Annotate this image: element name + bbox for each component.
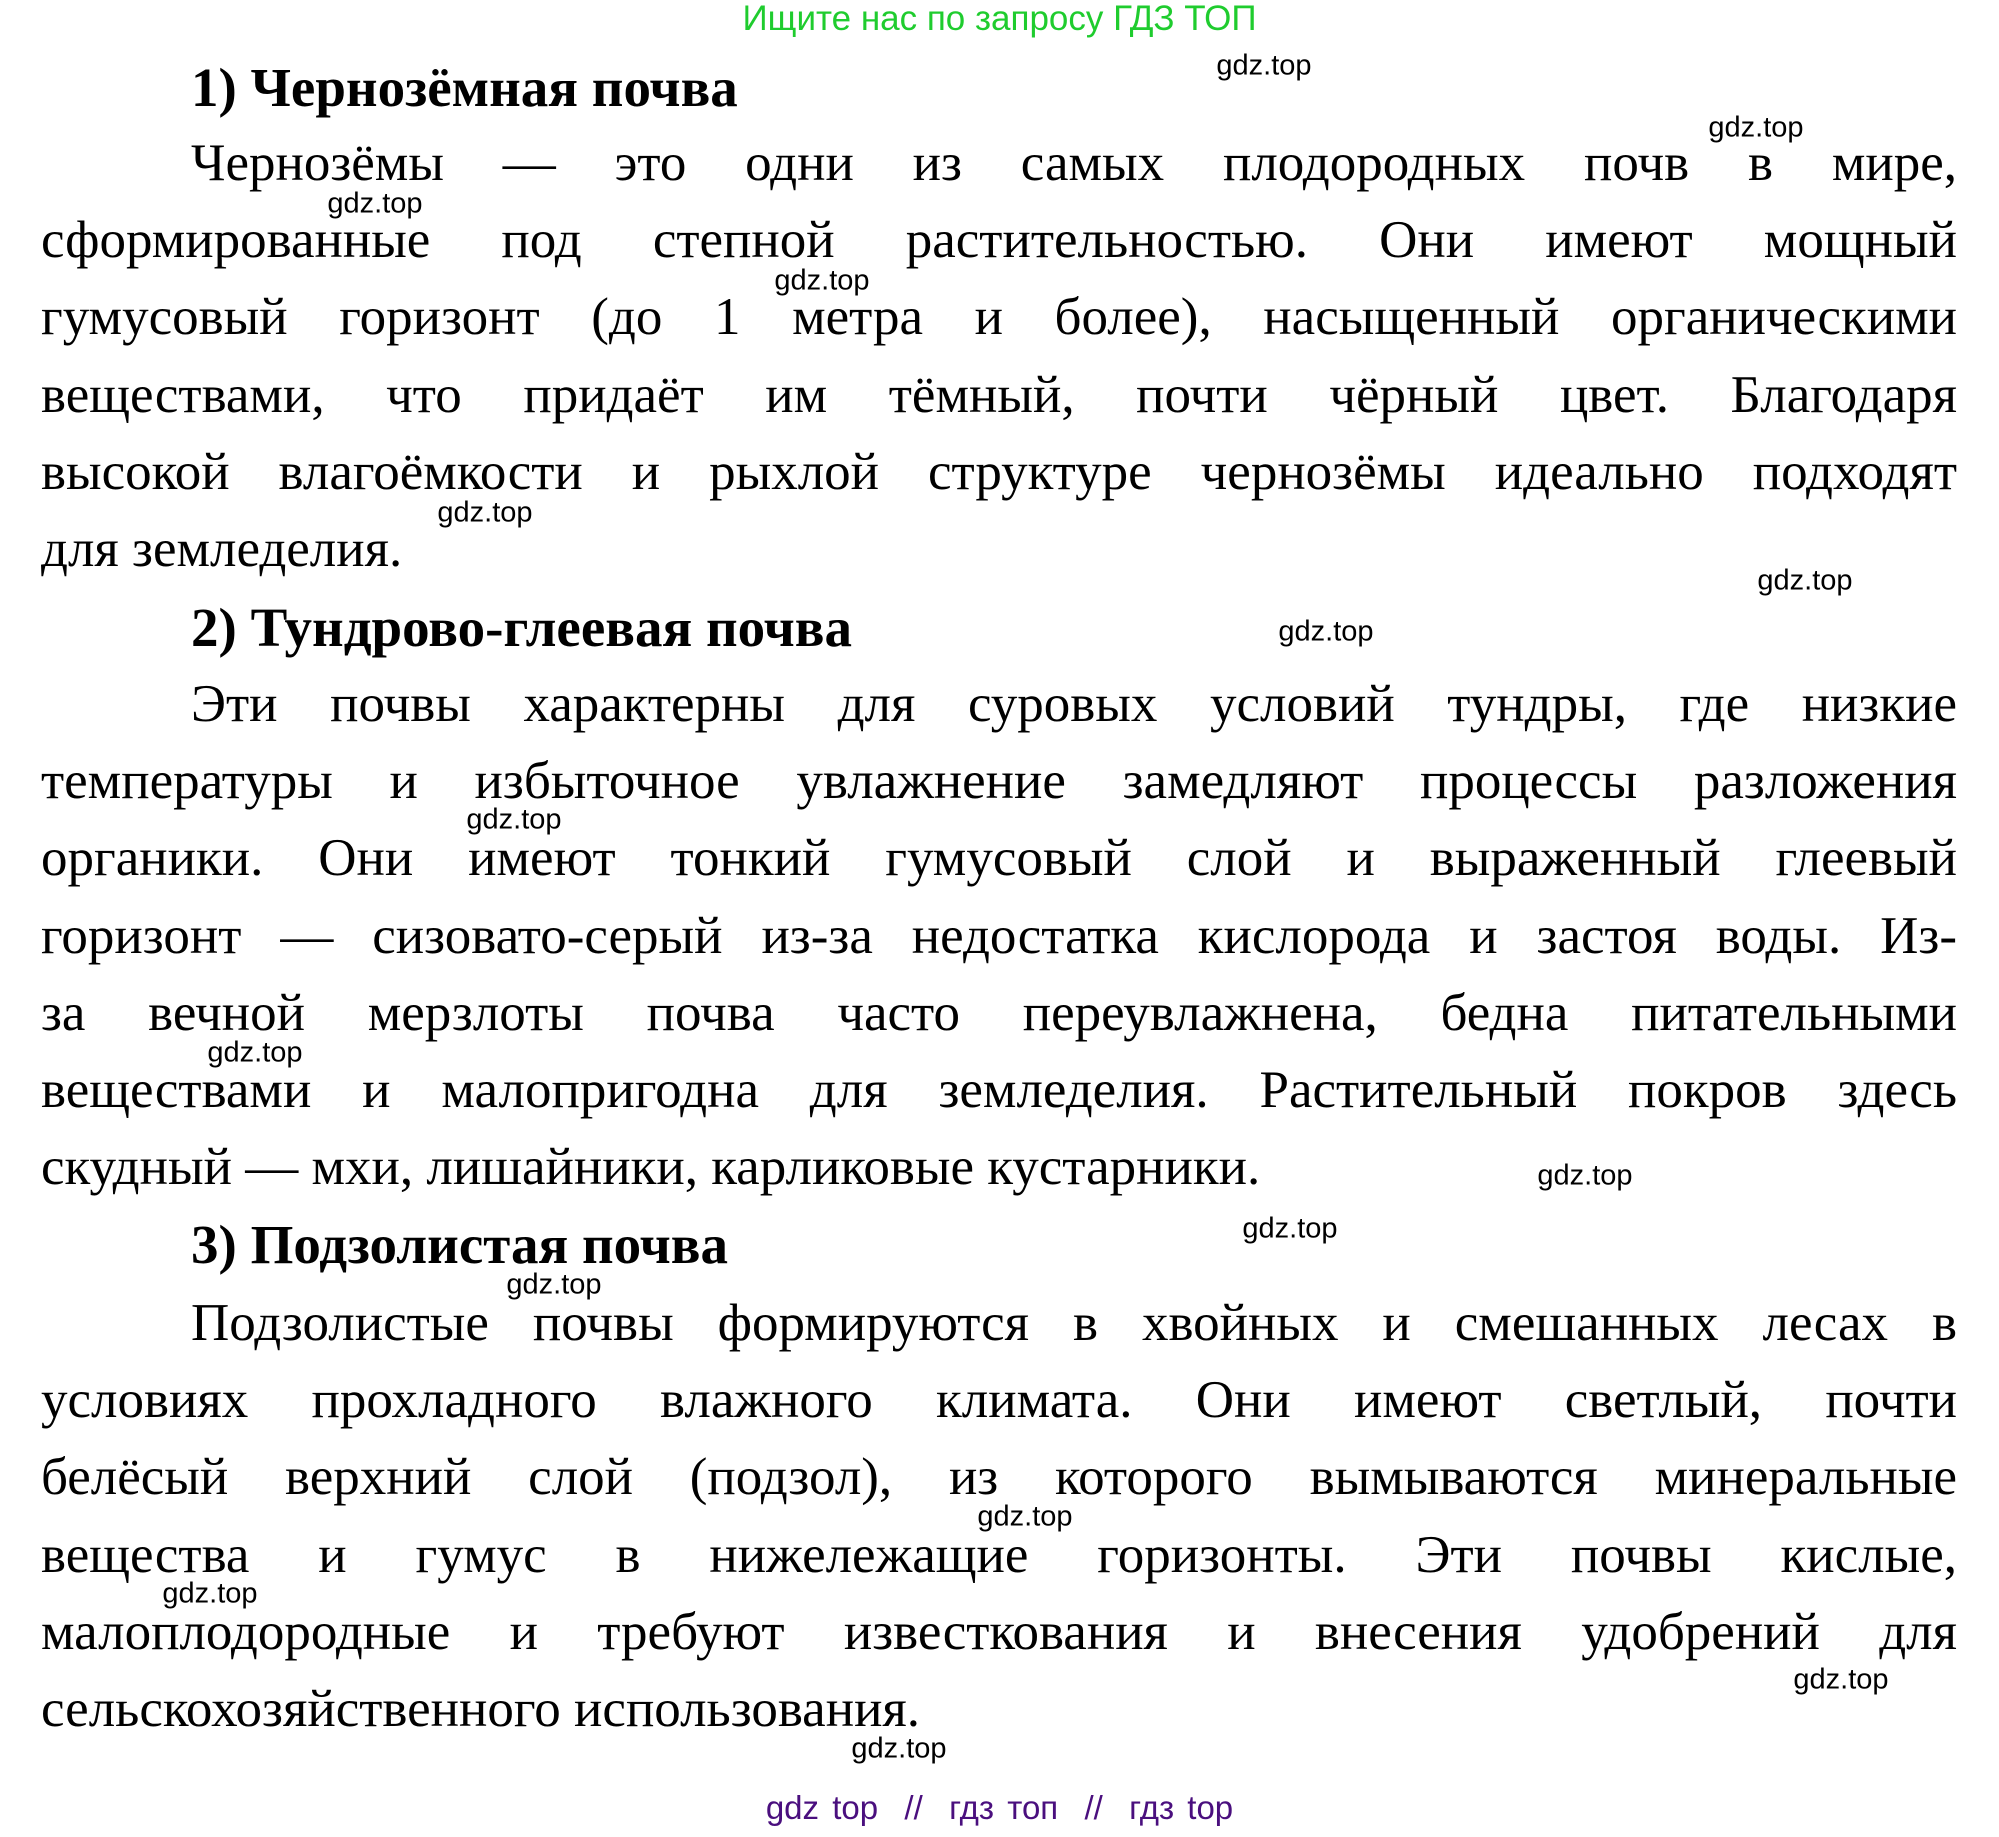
watermark: gdz.top bbox=[1757, 564, 1853, 597]
text-line: вещества и гумус в нижележащие горизонты. Эти почвы кислые, bbox=[41, 1525, 1957, 1584]
text-line: для земледелия. bbox=[41, 519, 403, 578]
text-line: условиях прохладного влажного климата. Они имеют светлый, почти bbox=[41, 1371, 1957, 1430]
watermark: gdz.top bbox=[1216, 49, 1312, 82]
watermark: gdz.top bbox=[774, 264, 870, 297]
text-line: сформированные под степной растительностью. Они имеют мощный bbox=[41, 211, 1957, 270]
text-line: Чернозёмы — это одни из самых плодородных почв в мире, bbox=[191, 134, 1957, 192]
text-line: веществами и малопригодна для земледелия. Растительный покров здесь bbox=[41, 1060, 1957, 1119]
search-hint-banner: Ищите нас по запросу ГДЗ ТОП bbox=[742, 0, 1257, 38]
text-line: температуры и избыточное увлажнение замедляют процессы разложения bbox=[41, 752, 1957, 811]
text-line: Эти почвы характерны для суровых условий тундры, где низкие bbox=[191, 675, 1957, 733]
watermark: gdz.top bbox=[1793, 1663, 1889, 1696]
watermark: gdz.top bbox=[506, 1268, 602, 1301]
text-line: органики. Они имеют тонкий гумусовый слой и выраженный глеевый bbox=[41, 829, 1957, 888]
section-heading-tundra: 2) Тундрово-глеевая почва bbox=[191, 597, 852, 658]
watermark: gdz.top bbox=[327, 187, 423, 220]
text-line: веществами, что придаёт им тёмный, почти чёрный цвет. Благодаря bbox=[41, 365, 1957, 424]
text-line: высокой влагоёмкости и рыхлой структуре чернозёмы идеально подходят bbox=[41, 442, 1957, 501]
watermark: gdz.top bbox=[977, 1500, 1073, 1533]
watermark: gdz.top bbox=[466, 803, 562, 836]
watermark: gdz.top bbox=[437, 496, 533, 529]
watermark: gdz.top bbox=[1242, 1212, 1338, 1245]
watermark: gdz.top bbox=[162, 1577, 258, 1610]
watermark: gdz.top bbox=[851, 1732, 947, 1765]
watermark: gdz.top bbox=[1278, 615, 1374, 648]
text-line: горизонт — сизовато-серый из-за недостатка кислорода и застоя воды. Из- bbox=[41, 906, 1957, 965]
text-line: сельскохозяйственного использования. bbox=[41, 1679, 921, 1738]
text-line: скудный — мхи, лишайники, карликовые кустарники. bbox=[41, 1138, 1261, 1197]
section-heading-podzol: 3) Подзолистая почва bbox=[191, 1214, 728, 1275]
text-line: Подзолистые почвы формируются в хвойных и смешанных лесах в bbox=[191, 1294, 1957, 1352]
text-line: гумусовый горизонт (до 1 метра и более), насыщенный органическими bbox=[41, 288, 1957, 347]
section-heading-chernozem: 1) Чернозёмная почва bbox=[191, 57, 738, 118]
watermark: gdz.top bbox=[1537, 1159, 1633, 1192]
text-line: малоплодородные и требуют известкования и внесения удобрений для bbox=[41, 1602, 1957, 1661]
text-line: белёсый верхний слой (подзол), из которого вымываются минеральные bbox=[41, 1448, 1957, 1507]
watermark: gdz.top bbox=[207, 1036, 303, 1069]
footer-banner: gdz top // гдз топ // гдз top bbox=[765, 1789, 1234, 1826]
section-paragraph-tundra bbox=[41, 666, 1957, 1206]
watermark: gdz.top bbox=[1708, 111, 1804, 144]
text-line: за вечной мерзлоты почва часто переувлажнена, бедна питательными bbox=[41, 983, 1957, 1042]
